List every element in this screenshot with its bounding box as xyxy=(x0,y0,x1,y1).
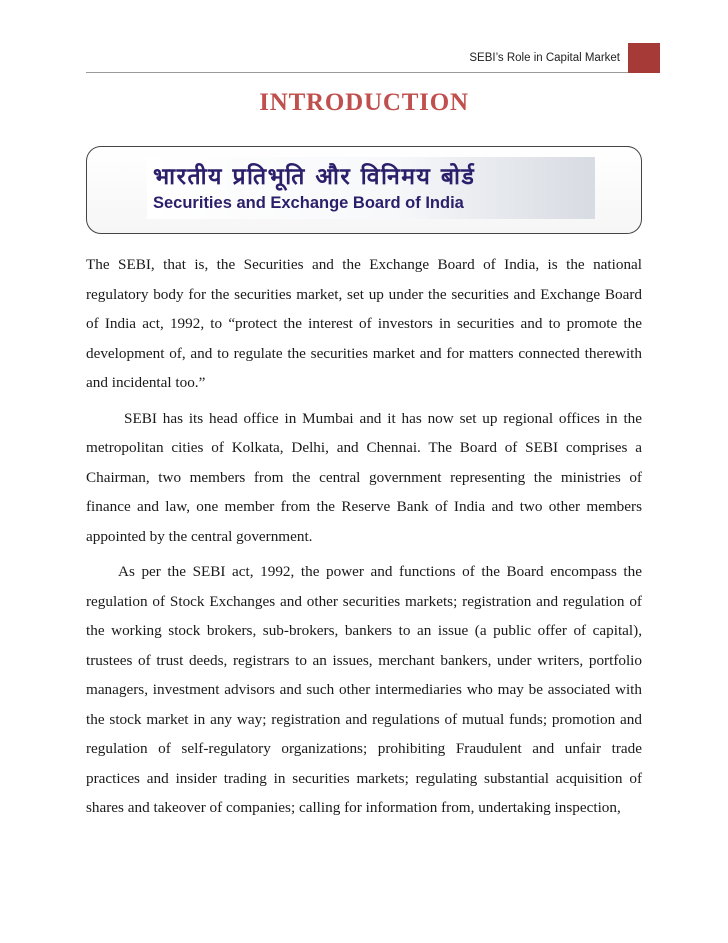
running-header xyxy=(86,43,628,73)
sebi-logo-frame xyxy=(86,146,642,234)
sebi-logo xyxy=(147,157,595,219)
body-text xyxy=(86,250,642,823)
header-accent-tab xyxy=(628,43,660,73)
sebi-logo-english-text: Securities and Exchange Board of India xyxy=(153,194,464,212)
paragraph-2: SEBI has its head office in Mumbai and it has now set up regional offices in the metropolitan cities of Kolkata, Delhi, and Chennai. The Board of SEBI comprises a Chairman, two members from the central government representing the ministries of finance and law, one member from the Reserve Bank of India and two other members appointed by the central government. xyxy=(86,409,642,545)
paragraph-1: The SEBI, that is, the Securities and the Exchange Board of India, is the national regulatory body for the securities market, set up under the securities and Exchange Board of India act, 1992, to “protect the interest of investors in securities and to promote the development of, and to regulate the securities market and for matters connected therewith and incidental too.” xyxy=(86,256,642,391)
sebi-logo-hindi-text: भारतीय प्रतिभूति और विनिमय बोर्ड xyxy=(153,164,476,190)
chapter-title: INTRODUCTION xyxy=(259,89,469,116)
paragraph-3: As per the SEBI act, 1992, the power and functions of the Board encompass the regulation of Stock Exchanges and other securities markets; registration and regulation of the working stock brokers, sub-brokers, bankers to an issue (a public offer of capital), trustees of trust deeds, registrars to an issues, merchant bankers, under writers, portfolio managers, investment advisors and such other intermediaries who may be associated with the stock market in any way; registration and regulations of mutual funds; promotion and regulation of self-regulatory organizations; prohibiting Fraudulent and unfair trade practices and insider trading in securities markets; regulating substantial acquisition of shares and takeover of companies; calling for information from, undertaking inspection, xyxy=(86,563,642,816)
running-header-title: SEBI’s Role in Capital Market xyxy=(469,52,620,64)
